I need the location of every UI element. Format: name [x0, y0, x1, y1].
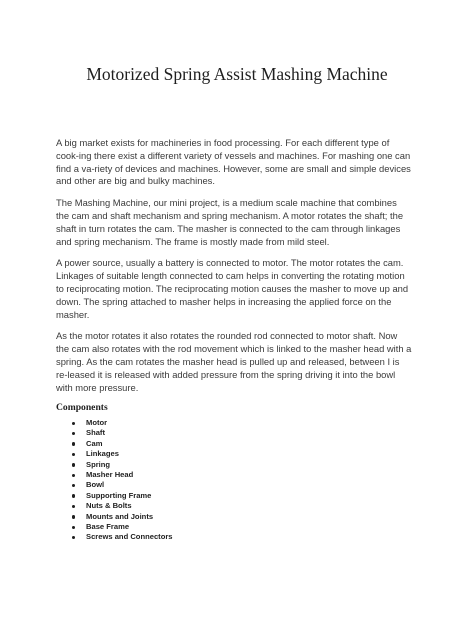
bullet-icon [72, 474, 75, 477]
components-list [72, 418, 173, 543]
component-label: Shaft [86, 428, 105, 438]
component-label: Spring [86, 459, 111, 469]
bullet-icon [72, 526, 75, 529]
list-item [72, 522, 173, 532]
list-item [72, 501, 173, 511]
list-item [72, 512, 173, 522]
document-title: Motorized Spring Assist Mashing Machine [86, 64, 388, 84]
bullet-icon [72, 515, 75, 518]
component-label: Linkages [86, 449, 119, 459]
bullet-icon [72, 442, 75, 445]
bullet-icon [72, 463, 75, 466]
component-label: Base Frame [86, 522, 130, 532]
list-item [72, 532, 173, 542]
list-item [72, 470, 173, 480]
list-item [72, 460, 173, 470]
list-item [72, 480, 173, 490]
bullet-icon [72, 505, 75, 508]
list-item [72, 428, 173, 438]
bullet-icon [72, 484, 75, 487]
bullet-icon [72, 422, 75, 425]
component-label: Masher Head [86, 470, 134, 480]
paragraph-power-source: A power source, usually a battery is connected to motor. The motor rotates the cam. Linkages of suitable length connected to cam helps in converting the rotating motion to reciprocating motion. The reciprocating motion causes the masher to move up and down. The spring attached to masher helps in increasing the applied force on the masher. [56, 257, 409, 320]
body-text [56, 137, 412, 403]
components-heading: Components [56, 402, 108, 413]
component-label: Cam [86, 438, 103, 448]
list-item [72, 418, 173, 428]
component-label: Nuts & Bolts [86, 501, 132, 511]
component-label: Motor [86, 418, 108, 427]
component-label: Screws and Connectors [86, 532, 173, 542]
paragraph-project: The Mashing Machine, our mini project, is a medium scale machine that combines the cam and shaft mechanism and spring mechanism. A motor rotates the shaft; the shaft in turn rotates the cam. The masher is connected to the cam through linkages and spring mechanism. The frame is mostly made from mild steel. [56, 197, 404, 247]
bullet-icon [72, 494, 75, 497]
bullet-icon [72, 536, 75, 539]
list-item [72, 449, 173, 459]
list-item [72, 491, 173, 501]
bullet-icon [72, 453, 75, 456]
paragraph-operation: As the motor rotates it also rotates the rounded rod connected to motor shaft. Now the cam also rotates with the rod movement which is linked to the masher head with a spring. As the cam rotates the masher head is pulled up and released, between I is re-leased it is released with added pressure from the spring driving it into the bowl with more pressure. [56, 330, 412, 393]
paragraph-intro: A big market exists for machineries in food processing. For each different type of cook-ing there exist a different variety of vessels and machines. For mashing one can find a va-riety of devices and machines. However, some are small and simple devices and other are big and bulky machines. [56, 137, 411, 187]
bullet-icon [72, 432, 75, 435]
component-label: Supporting Frame [86, 490, 152, 500]
component-label: Mounts and Joints [86, 511, 154, 521]
list-item [72, 439, 173, 449]
component-label: Bowl [86, 480, 105, 490]
